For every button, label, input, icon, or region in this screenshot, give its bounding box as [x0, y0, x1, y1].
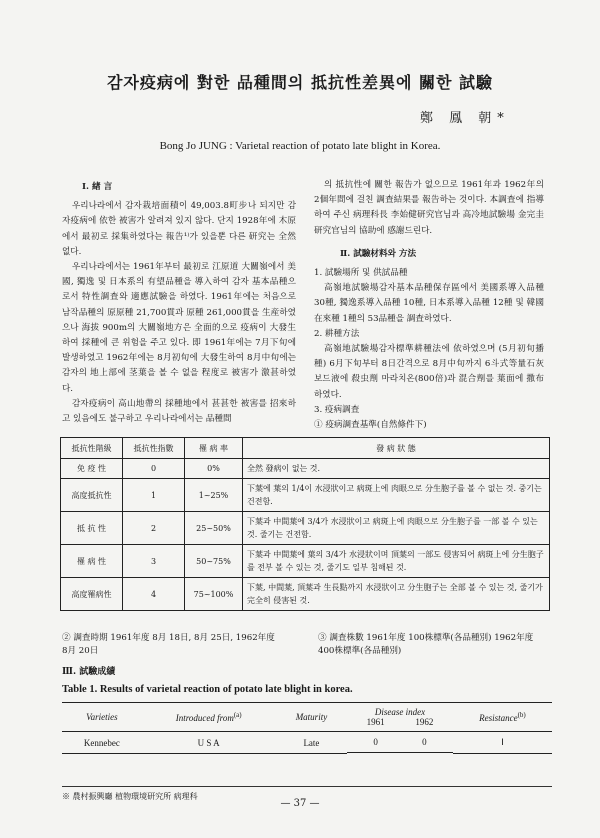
method-label: ① 疫病調査基準(自然條件下)	[314, 420, 427, 431]
maturity-cell: Late	[276, 732, 348, 754]
intro-paragraph: 우리나라에서 감자栽培面積이 49,003.8町步나 되지만 감자疫病에 依한 被害가 알려져 있지 않다. 단지 1928年에 木原에서 最初로 採集하였다는 報告¹⁾가 있을뿐 다른 研究는 全然없다.	[62, 201, 296, 257]
intro-heading: Ⅰ. 緖 言	[82, 182, 113, 192]
results-table	[62, 702, 552, 754]
table-row	[61, 479, 550, 512]
rate-cell: 1~25%	[185, 479, 243, 512]
footnote-marker: (b)	[517, 711, 526, 719]
variety-cell: Kennebec	[62, 732, 142, 754]
column-header-label: Introduced from	[175, 713, 234, 723]
rate-cell: 50~75%	[185, 545, 243, 578]
methods-heading: Ⅱ. 試驗材料와 方法	[340, 248, 417, 259]
year-subheaders	[351, 717, 449, 727]
right-column	[314, 178, 544, 433]
results-heading: Ⅲ. 試驗成績	[62, 667, 116, 677]
index-1962: 0	[422, 737, 427, 747]
column-header-label: Disease index	[374, 707, 426, 717]
english-subtitle: Bong Jo JUNG : Varietal reaction of potato late blight in Korea.	[159, 140, 441, 152]
index-cell: 4	[123, 578, 185, 611]
table-row	[61, 578, 550, 611]
intro-paragraph: 우리나라에서는 1961年부터 最初로 江原道 大關嶺에서 美國, 獨逸 및 日本系의 有望品種을 導入하여 감자 基本品種으로서 特性調査와 適應試驗을 하였다. 1961年에는 처음으로 남작品種의 原原種 21,700貫과 原種 261,000貫을 生産하였으나 海拔 900m의 大關嶺地方은 全面的으로 疫病이 大發生하여 採種에 큰 위험을 주고 있다. 即 1961年에는 7月下旬에 발생하였고 1962年에는 8月初旬에 大發生하여 8月中旬에는 감자의 地上部에 茎葉을 볼 수 없을 程度로 被害가 激甚하였다.	[62, 262, 296, 394]
table-row	[61, 459, 550, 479]
description-cell: 下葉과 中間葉에 葉의 3/4가 水浸狀이며 頂葉의 一部도 侵害되어 病斑上에 分生胞子를 전부 볼 수 있는 것, 줄기도 일부 침해된 것.	[243, 545, 550, 578]
table-row	[61, 512, 550, 545]
class-cell: 抵 抗 性	[61, 512, 123, 545]
description-cell: 下葉에 葉의 1/4이 水浸狀이고 病斑上에 肉眼으로 分生胞子를 볼 수 없는 것. 중기는 건전함.	[243, 479, 550, 512]
method-text: 高嶺地試驗場감자標準耕種法에 依하였으며 (5月初旬播種) 6月下旬부터 8日간격으로 8月中旬까지 6斗式等量石灰보드液에 殺虫劑 마라치온(800倍)과 混合劑를 葉面에 撒布하였다.	[314, 344, 544, 400]
table-header-row	[62, 703, 552, 732]
survey-time-note: ② 調査時期 1961年度 8月 18日, 8月 25日, 1962年度 8月 20日	[62, 633, 275, 656]
table-header-row	[61, 438, 550, 459]
footnote-marker: (a)	[233, 711, 242, 719]
column-header: 罹 病 率	[185, 438, 243, 459]
paper-title: 감자疫病에 對한 品種間의 抵抗性差異에 關한 試驗	[106, 73, 494, 92]
year-subheader: 1962	[415, 717, 434, 727]
column-header: Maturity	[276, 703, 348, 732]
resistance-scale-table	[60, 437, 550, 611]
index-cell: 1	[123, 479, 185, 512]
footnote: ※ 農村振興廳 植物環境研究所 病理科	[62, 786, 552, 802]
description-cell: 下葉, 中間葉, 頂葉과 生長點까지 水浸狀이고 分生胞子는 全部 볼 수 있는 것, 줄기가 完全히 侵害된 것.	[243, 578, 550, 611]
method-label: 3. 疫病調査	[314, 404, 360, 415]
description-cell: 全然 發病이 없는 것.	[243, 459, 550, 479]
intro-paragraph-cont: 의 抵抗性에 關한 報告가 없으므로 1961年과 1962年의 2個年間에 걸친 調査結果를 報告하는 것이다. 本調査에 指導하여 주신 病理科長 李始健研究官님과 高冷地試驗場 金完圭研究官님의 協助에 感謝드린다.	[314, 180, 544, 236]
table-caption: Table 1. Results of varietal reaction of potato late blight in korea.	[62, 684, 353, 695]
index-cell: 2	[123, 512, 185, 545]
class-cell: 罹 病 性	[61, 545, 123, 578]
column-header-label: Resistance	[479, 713, 518, 723]
column-header: 抵抗性指數	[123, 438, 185, 459]
survey-count-note: ③ 調査株數 1961年度 100株標準(各品種別) 1962年度 400株標準(各品種別)	[318, 633, 534, 656]
index-1961: 0	[373, 737, 378, 747]
left-column	[62, 178, 296, 427]
class-cell: 高度抵抗性	[61, 479, 123, 512]
resistance-cell: Ⅰ	[453, 732, 552, 754]
column-header: 抵抗性階級	[61, 438, 123, 459]
class-cell: 免 疫 性	[61, 459, 123, 479]
rate-cell: 75~100%	[185, 578, 243, 611]
method-label: 2. 耕種方法	[314, 328, 360, 339]
index-cell: 0	[123, 459, 185, 479]
table-row	[62, 732, 552, 754]
method-text: 高嶺地試驗場감자基本品種保存區에서 美國系導入品種 30種, 獨逸系導入品種 10種, 日本系導入品種 12種 및 韓國在來種 1種의 53品種을 調査하였다.	[314, 283, 544, 324]
disease-index-cell	[347, 732, 453, 753]
column-header: Varieties	[62, 703, 142, 732]
method-label: 1. 試驗場所 및 供試品種	[314, 268, 408, 279]
author: 鄭 鳳 朝*	[420, 111, 510, 126]
rate-cell: 0%	[185, 459, 243, 479]
column-header	[347, 703, 453, 732]
page-number: — 37 —	[280, 798, 320, 809]
class-cell: 高度罹病性	[61, 578, 123, 611]
column-header	[142, 703, 276, 732]
year-subheader: 1961	[366, 717, 385, 727]
column-header	[453, 703, 552, 732]
index-cell: 3	[123, 545, 185, 578]
rate-cell: 25~50%	[185, 512, 243, 545]
column-header: 發 病 狀 態	[243, 438, 550, 459]
table-row	[61, 545, 550, 578]
description-cell: 下葉과 中間葉에 3/4가 水浸狀이고 病斑上에 肉眼으로 分生胞子를 一部 볼 수 있는 것. 줄기는 건전함.	[243, 512, 550, 545]
intro-paragraph: 감자疫病이 高山地帶의 採種地에서 甚甚한 被害를 招來하고 있음에도 불구하고 우리나라에서는 品種間	[62, 398, 296, 425]
origin-cell: U S A	[142, 732, 276, 754]
